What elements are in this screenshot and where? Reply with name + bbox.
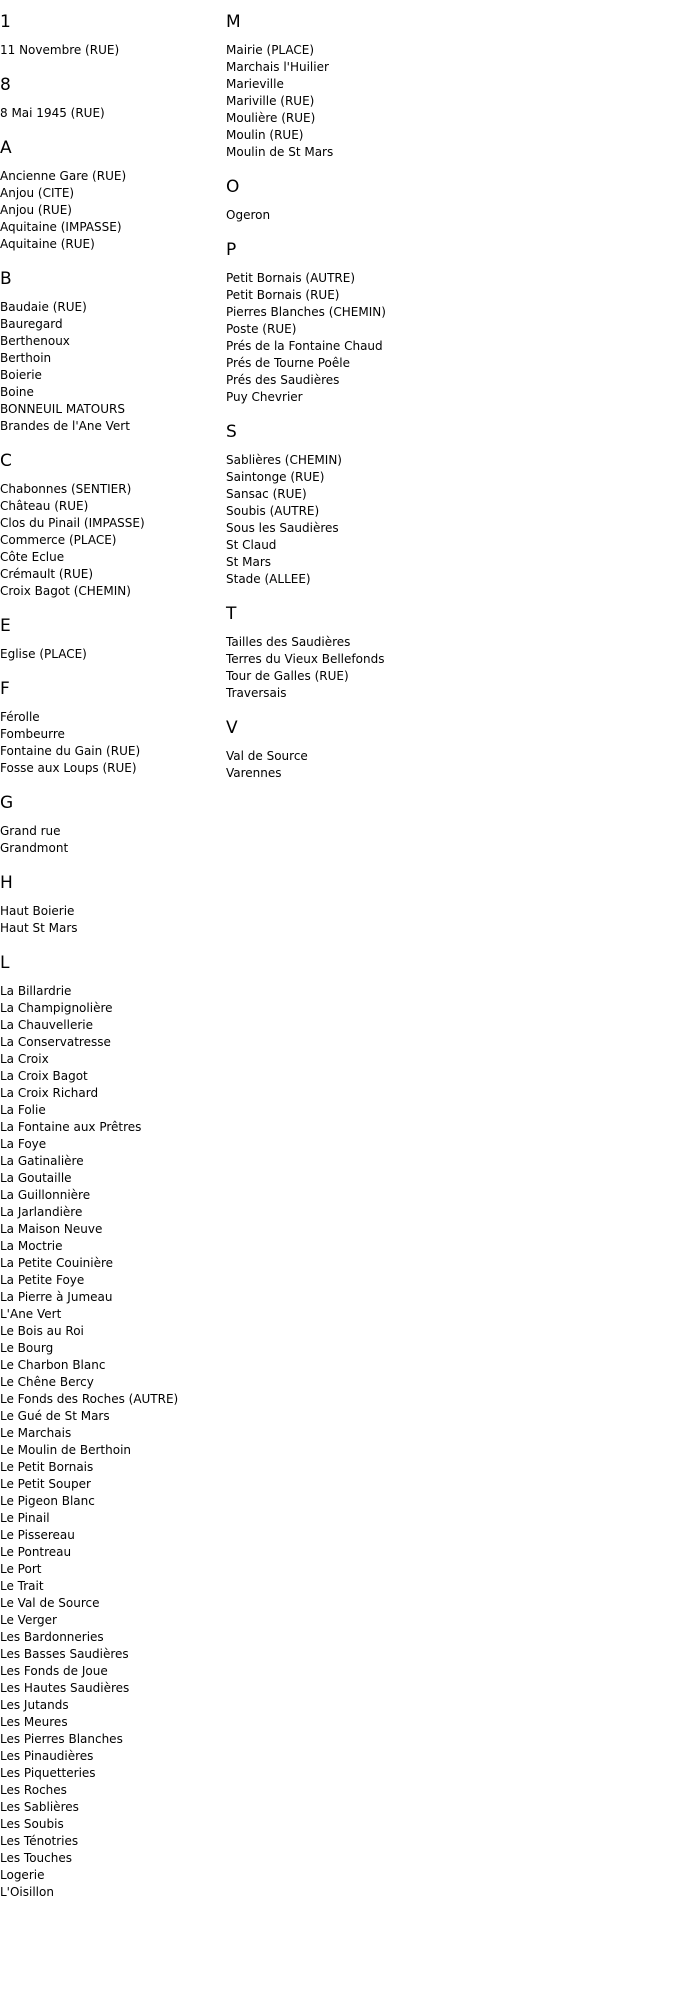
- street-item[interactable]: Le Chêne Bercy: [0, 1375, 94, 1389]
- street-item[interactable]: Grandmont: [0, 841, 69, 855]
- section-letter-heading: M: [226, 12, 241, 32]
- street-item[interactable]: Le Verger: [0, 1613, 57, 1627]
- street-item[interactable]: La Goutaille: [0, 1171, 72, 1185]
- street-item[interactable]: Ogeron: [226, 208, 271, 222]
- street-item[interactable]: Mariville (RUE): [226, 94, 315, 108]
- street-list: [226, 42, 675, 161]
- street-item[interactable]: Marchais l'Huilier: [226, 60, 329, 74]
- street-item[interactable]: La Petite Couinière: [0, 1256, 114, 1270]
- street-item[interactable]: Eglise (PLACE): [0, 647, 87, 661]
- section-g: [0, 793, 226, 857]
- street-item[interactable]: Le Moulin de Berthoin: [0, 1443, 132, 1457]
- section-letter-heading: L: [0, 953, 10, 973]
- section-letter-heading: S: [226, 422, 237, 442]
- street-item[interactable]: Clos du Pinail (IMPASSE): [0, 516, 145, 530]
- street-item[interactable]: Le Pissereau: [0, 1528, 75, 1542]
- section-letter-heading: V: [226, 718, 238, 738]
- street-item[interactable]: Le Fonds des Roches (AUTRE): [0, 1392, 179, 1406]
- street-item[interactable]: Le Pigeon Blanc: [0, 1494, 95, 1508]
- street-item[interactable]: Sansac (RUE): [226, 487, 307, 501]
- street-item[interactable]: Les Pierres Blanches: [0, 1732, 123, 1746]
- section-letter-heading: O: [226, 177, 240, 197]
- street-item[interactable]: Marieville: [226, 77, 284, 91]
- street-item[interactable]: Le Bourg: [0, 1341, 54, 1355]
- street-item[interactable]: La Fontaine aux Prêtres: [0, 1120, 142, 1134]
- street-list: [226, 748, 675, 782]
- street-item[interactable]: Sablières (CHEMIN): [226, 453, 342, 467]
- street-item[interactable]: Traversais: [226, 686, 287, 700]
- street-item[interactable]: Prés des Saudières: [226, 373, 340, 387]
- street-item[interactable]: Grand rue: [0, 824, 61, 838]
- street-item[interactable]: L'Ane Vert: [0, 1307, 62, 1321]
- street-item[interactable]: Puy Chevrier: [226, 390, 303, 404]
- street-item[interactable]: Haut Boierie: [0, 904, 75, 918]
- street-item[interactable]: Les Ténotries: [0, 1834, 79, 1848]
- street-item[interactable]: La Jarlandière: [0, 1205, 83, 1219]
- street-index-right-column: [226, 0, 675, 782]
- street-item[interactable]: La Billardrie: [0, 984, 72, 998]
- street-item[interactable]: Prés de Tourne Poêle: [226, 356, 350, 370]
- street-item[interactable]: Croix Bagot (CHEMIN): [0, 584, 131, 598]
- section-letter-heading: B: [0, 269, 12, 289]
- street-item[interactable]: Haut St Mars: [0, 921, 78, 935]
- section-s: [226, 422, 675, 588]
- street-item[interactable]: Petit Bornais (RUE): [226, 288, 340, 302]
- street-item[interactable]: Logerie: [0, 1868, 45, 1882]
- street-item[interactable]: Les Sablières: [0, 1800, 79, 1814]
- street-list: [0, 481, 226, 600]
- street-list: [0, 168, 226, 253]
- section-letter-heading: F: [0, 679, 10, 699]
- street-item[interactable]: La Chauvellerie: [0, 1018, 93, 1032]
- street-item[interactable]: La Croix: [0, 1052, 49, 1066]
- street-item[interactable]: Stade (ALLEE): [226, 572, 311, 586]
- section-letter-heading: A: [0, 138, 12, 158]
- street-item[interactable]: Le Marchais: [0, 1426, 72, 1440]
- street-item[interactable]: Petit Bornais (AUTRE): [226, 271, 356, 285]
- street-item[interactable]: La Champignolière: [0, 1001, 113, 1015]
- street-item[interactable]: La Foye: [0, 1137, 47, 1151]
- street-item[interactable]: La Croix Bagot: [0, 1069, 88, 1083]
- street-item[interactable]: Saintonge (RUE): [226, 470, 325, 484]
- section-f: [0, 679, 226, 777]
- street-item[interactable]: Les Hautes Saudières: [0, 1681, 130, 1695]
- street-list: [0, 42, 226, 59]
- street-item[interactable]: La Moctrie: [0, 1239, 63, 1253]
- street-list: [226, 452, 675, 588]
- street-item[interactable]: La Croix Richard: [0, 1086, 99, 1100]
- section-c: [0, 451, 226, 600]
- street-list: [0, 299, 226, 435]
- street-item[interactable]: Les Pinaudières: [0, 1749, 94, 1763]
- street-item[interactable]: Prés de la Fontaine Chaud: [226, 339, 383, 353]
- street-item[interactable]: La Guillonnière: [0, 1188, 91, 1202]
- street-item[interactable]: Les Fonds de Joue: [0, 1664, 108, 1678]
- street-item[interactable]: 11 Novembre (RUE): [0, 43, 120, 57]
- street-item[interactable]: La Conservatresse: [0, 1035, 111, 1049]
- street-item[interactable]: Le Pinail: [0, 1511, 50, 1525]
- street-list: [0, 646, 226, 663]
- street-item[interactable]: Le Charbon Blanc: [0, 1358, 106, 1372]
- street-item[interactable]: Le Petit Souper: [0, 1477, 91, 1491]
- section-letter-heading: E: [0, 616, 11, 636]
- street-list: [0, 983, 226, 1901]
- street-item[interactable]: Le Gué de St Mars: [0, 1409, 110, 1423]
- street-item[interactable]: La Gatinalière: [0, 1154, 84, 1168]
- street-item[interactable]: Le Petit Bornais: [0, 1460, 94, 1474]
- section-letter-heading: G: [0, 793, 14, 813]
- street-item[interactable]: Les Basses Saudières: [0, 1647, 129, 1661]
- street-item[interactable]: Le Pontreau: [0, 1545, 72, 1559]
- street-item[interactable]: St Mars: [226, 555, 272, 569]
- street-item[interactable]: Le Port: [0, 1562, 42, 1576]
- section-8: [0, 75, 226, 122]
- street-item[interactable]: Les Roches: [0, 1783, 67, 1797]
- street-item[interactable]: Baudaie (RUE): [0, 300, 87, 314]
- section-letter-heading: C: [0, 451, 12, 471]
- street-item[interactable]: Tailles des Saudières: [226, 635, 351, 649]
- street-item[interactable]: Berthoin: [0, 351, 52, 365]
- street-list: [0, 823, 226, 857]
- section-p: [226, 240, 675, 406]
- street-item[interactable]: Aquitaine (RUE): [0, 237, 95, 251]
- street-item[interactable]: Les Jutands: [0, 1698, 69, 1712]
- street-item[interactable]: Ancienne Gare (RUE): [0, 169, 127, 183]
- street-item[interactable]: Le Bois au Roi: [0, 1324, 84, 1338]
- section-b: [0, 269, 226, 435]
- section-e: [0, 616, 226, 663]
- street-item[interactable]: Férolle: [0, 710, 40, 724]
- street-item[interactable]: Les Touches: [0, 1851, 72, 1865]
- section-letter-heading: H: [0, 873, 13, 893]
- street-item[interactable]: Pierres Blanches (CHEMIN): [226, 305, 386, 319]
- street-item[interactable]: Berthenoux: [0, 334, 70, 348]
- section-a: [0, 138, 226, 253]
- street-item[interactable]: Moulière (RUE): [226, 111, 316, 125]
- street-item[interactable]: Varennes: [226, 766, 282, 780]
- street-item[interactable]: Poste (RUE): [226, 322, 297, 336]
- street-item[interactable]: Sous les Saudières: [226, 521, 339, 535]
- street-item[interactable]: La Petite Foye: [0, 1273, 85, 1287]
- street-item[interactable]: Mairie (PLACE): [226, 43, 315, 57]
- street-item[interactable]: Tour de Galles (RUE): [226, 669, 349, 683]
- street-item[interactable]: Chabonnes (SENTIER): [0, 482, 132, 496]
- street-item[interactable]: Boine: [0, 385, 34, 399]
- street-item[interactable]: 8 Mai 1945 (RUE): [0, 106, 105, 120]
- street-item[interactable]: La Maison Neuve: [0, 1222, 103, 1236]
- section-o: [226, 177, 675, 224]
- street-list: [226, 207, 675, 224]
- street-item[interactable]: Les Soubis: [0, 1817, 64, 1831]
- street-list: [226, 634, 675, 702]
- street-list: [226, 270, 675, 406]
- street-item[interactable]: Les Bardonneries: [0, 1630, 104, 1644]
- section-v: [226, 718, 675, 782]
- street-item[interactable]: Les Meures: [0, 1715, 68, 1729]
- street-item[interactable]: La Folie: [0, 1103, 46, 1117]
- section-l: [0, 953, 226, 1901]
- section-h: [0, 873, 226, 937]
- street-index-left-column: [0, 0, 226, 1901]
- street-list: [0, 903, 226, 937]
- street-item[interactable]: Château (RUE): [0, 499, 89, 513]
- street-item[interactable]: Les Piquetteries: [0, 1766, 96, 1780]
- street-item[interactable]: Côte Eclue: [0, 550, 65, 564]
- section-m: [226, 12, 675, 161]
- street-item[interactable]: Crémault (RUE): [0, 567, 93, 581]
- street-item[interactable]: Anjou (CITE): [0, 186, 75, 200]
- section-t: [226, 604, 675, 702]
- street-item[interactable]: Moulin de St Mars: [226, 145, 334, 159]
- street-item[interactable]: Anjou (RUE): [0, 203, 72, 217]
- street-item[interactable]: Moulin (RUE): [226, 128, 304, 142]
- street-list: [0, 105, 226, 122]
- street-item[interactable]: Val de Source: [226, 749, 308, 763]
- street-item[interactable]: BONNEUIL MATOURS: [0, 402, 125, 416]
- section-letter-heading: T: [226, 604, 237, 624]
- street-item[interactable]: St Claud: [226, 538, 277, 552]
- street-item[interactable]: Bauregard: [0, 317, 63, 331]
- street-item[interactable]: Fontaine du Gain (RUE): [0, 744, 141, 758]
- section-letter-heading: 8: [0, 75, 11, 95]
- section-letter-heading: 1: [0, 12, 11, 32]
- section-1: [0, 12, 226, 59]
- street-item[interactable]: Aquitaine (IMPASSE): [0, 220, 122, 234]
- street-list: [0, 709, 226, 777]
- street-item[interactable]: Fombeurre: [0, 727, 65, 741]
- street-item[interactable]: Soubis (AUTRE): [226, 504, 320, 518]
- street-item[interactable]: Commerce (PLACE): [0, 533, 117, 547]
- street-item[interactable]: Brandes de l'Ane Vert: [0, 419, 130, 433]
- street-item[interactable]: Boierie: [0, 368, 42, 382]
- street-item[interactable]: L'Oisillon: [0, 1885, 54, 1899]
- section-letter-heading: P: [226, 240, 237, 260]
- street-item[interactable]: Fosse aux Loups (RUE): [0, 761, 137, 775]
- street-item[interactable]: Le Trait: [0, 1579, 44, 1593]
- street-item[interactable]: La Pierre à Jumeau: [0, 1290, 113, 1304]
- street-item[interactable]: Le Val de Source: [0, 1596, 100, 1610]
- street-item[interactable]: Terres du Vieux Bellefonds: [226, 652, 385, 666]
